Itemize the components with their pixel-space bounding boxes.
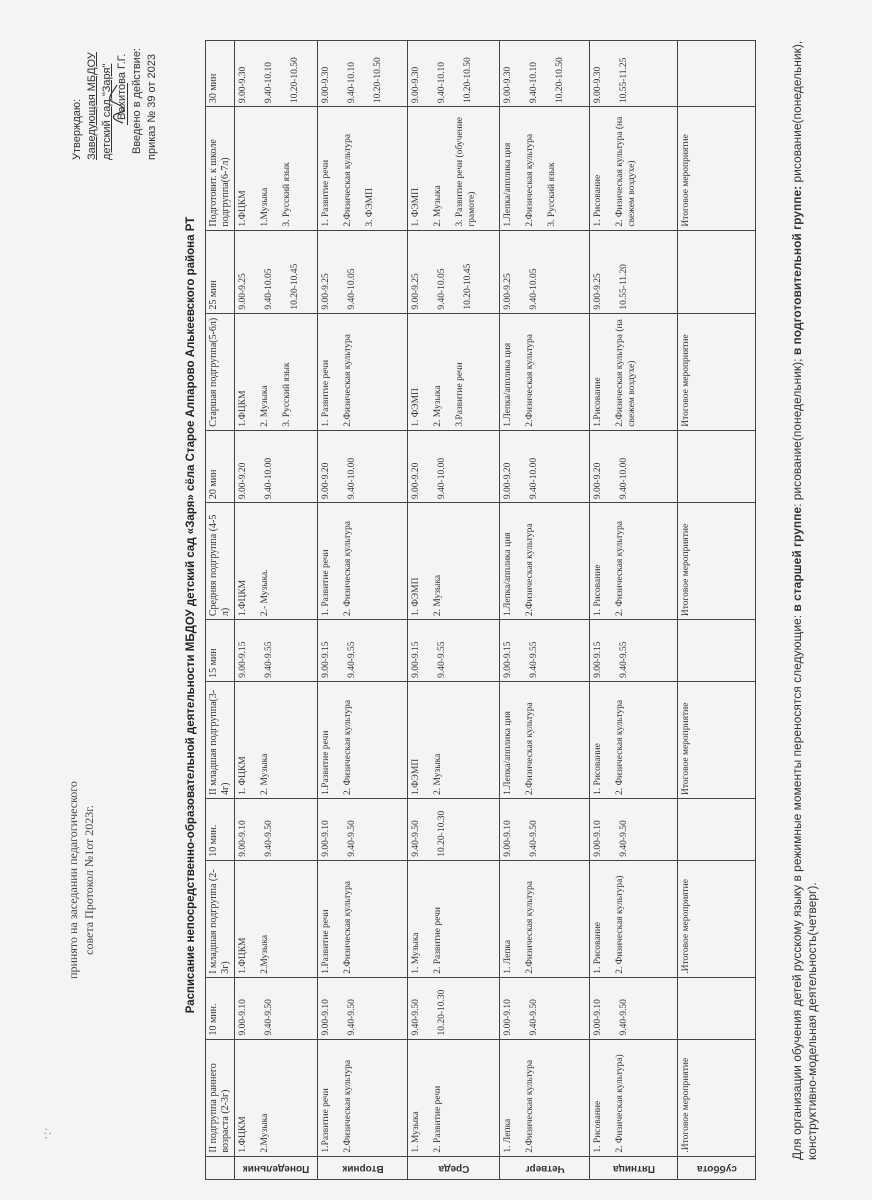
activity-text: 2. Развитие речи — [433, 1085, 443, 1153]
time-cell — [318, 430, 408, 502]
table-row — [408, 41, 500, 1180]
activity-cell — [408, 107, 500, 230]
activity-text: Итоговое мероприятие — [681, 334, 691, 427]
time-text: 9.40-9.55 — [347, 641, 357, 678]
activity-cell — [590, 107, 678, 230]
time-text: 9.40-10.10 — [529, 61, 539, 104]
activity-text: .Итоговое мероприятие — [681, 879, 691, 974]
activity-text: 1. Лепка — [503, 939, 513, 974]
time-text: 9.00-9.20 — [238, 462, 248, 500]
activity-text: 1.ФЭМП — [411, 758, 421, 795]
activity-text: 3.Развитие речи — [455, 362, 465, 427]
activity-text: 1. ФЭМП — [411, 577, 421, 617]
time-text: 10.20-10.30 — [437, 810, 447, 857]
time-text: 9.00-9.20 — [593, 462, 603, 500]
activity-text: 2. Физическая культура) — [615, 875, 625, 974]
activity-text: 2. Физическая культура) — [615, 1054, 625, 1153]
time-cell — [408, 430, 500, 502]
activity-text: 2.Физическая культура — [343, 334, 353, 427]
activity-cell — [590, 503, 678, 620]
activity-text: 1. ФЭМП — [411, 388, 421, 427]
time-text: 9.40-10.10 — [437, 61, 447, 104]
activity-text: 2. Музыка — [433, 185, 443, 227]
activity-text: 1. ФЦКМ — [238, 756, 248, 795]
footer-text-2: : рисование(понедельник); — [790, 355, 804, 507]
header-cell: 25 мин — [206, 230, 235, 313]
activity-text: 1. Рисование — [593, 1100, 603, 1153]
activity-text: 1.Лепка/апплика ция — [503, 711, 513, 795]
time-text: 9.00-9.15 — [238, 641, 248, 678]
activity-text: 1.Развитие речи — [321, 730, 331, 795]
activity-cell — [408, 681, 500, 798]
time-text: 9.40-9.55 — [529, 641, 539, 678]
activity-cell — [408, 503, 500, 620]
time-text: 9.00-9.30 — [593, 66, 603, 104]
activity-cell — [235, 681, 318, 798]
activity-cell — [678, 503, 756, 620]
activity-cell — [590, 313, 678, 430]
activity-cell — [318, 313, 408, 430]
time-text: 9.40-10.10 — [347, 61, 357, 104]
activity-text: 2. Физическая культура — [343, 521, 353, 617]
day-label: Вторник — [341, 1162, 384, 1174]
time-cell — [318, 230, 408, 313]
activity-text: 1. ФЭМП — [411, 188, 421, 227]
activity-text: 2. Музыка — [260, 753, 270, 795]
time-text: 9.40-10.00 — [437, 457, 447, 500]
activity-text: 1.Лепка/апплика ция — [503, 142, 513, 227]
time-text: 9.40-10.00 — [529, 457, 539, 500]
time-cell — [235, 230, 318, 313]
time-text: 9.40-9.50 — [529, 999, 539, 1036]
activity-text: 2. Физическая культура — [343, 699, 353, 795]
time-cell — [408, 620, 500, 682]
time-text: 10.20-10.50 — [373, 57, 383, 104]
approve-line-6: приказ № 39 от 2023 — [146, 54, 158, 160]
time-text: 9.40-10.05 — [264, 268, 274, 310]
activity-text: 2. Музыка — [260, 385, 270, 427]
table-header-row — [206, 41, 235, 1180]
activity-text: 2. Развитие речи — [433, 907, 443, 974]
header-cell: Средняя подгруппа (4-5 л) — [206, 503, 235, 620]
activity-text: 1.Развитие речи — [321, 1088, 331, 1153]
time-cell — [318, 977, 408, 1039]
day-cell — [235, 1156, 318, 1179]
table-row — [590, 41, 678, 1180]
time-text: 9.00-9.25 — [238, 273, 248, 310]
activity-text: 1.Рисование — [593, 377, 603, 427]
activity-text: 1.ФЦКМ — [238, 937, 248, 974]
header-cell: I младшая подгруппа (2-3г) — [206, 860, 235, 977]
time-cell — [590, 230, 678, 313]
table-row — [500, 41, 590, 1180]
time-text: 9.40-9.55 — [437, 641, 447, 678]
time-text: 9.40-9.50 — [411, 820, 421, 857]
activity-text: 1.ФЦКМ — [238, 1116, 248, 1153]
activity-text: 2.Физическая культура — [525, 1059, 535, 1153]
activity-text: 1. Рисование — [593, 743, 603, 795]
time-text: 10.55-11.20 — [619, 264, 629, 310]
schedule-table — [205, 40, 756, 1180]
time-text: 9.40-9.50 — [264, 820, 274, 857]
time-text: 9.40-10.05 — [437, 268, 447, 310]
time-text: 9.40-9.55 — [619, 641, 629, 678]
activity-cell — [678, 107, 756, 230]
accepted-note — [65, 670, 97, 1090]
activity-cell — [235, 1039, 318, 1156]
activity-text: 2.Музыка — [260, 934, 270, 974]
day-label: суббота — [696, 1162, 737, 1174]
table-body — [235, 41, 756, 1180]
activity-cell — [590, 681, 678, 798]
time-text: 9.00-9.25 — [593, 273, 603, 310]
time-cell — [235, 798, 318, 860]
activity-text: 2.- Музыка. — [260, 569, 270, 617]
approve-line-5: Введено в действие: — [131, 48, 143, 154]
time-text: 9.40-10.05 — [347, 268, 357, 310]
activity-text: .Итоговое мероприятие — [681, 1057, 691, 1153]
time-text: 10.20-10.30 — [437, 989, 447, 1036]
header-cell: 10 мин. — [206, 798, 235, 860]
header-cell: Подготовит. к школе подгруппа(6-7л) — [206, 107, 235, 230]
activity-text: 1.Музыка — [260, 187, 270, 227]
time-text: 9.40-9.50 — [619, 820, 629, 857]
footer-note — [790, 30, 820, 1160]
activity-text: 2. Физическая культура (на свежем воздухе) — [615, 116, 637, 227]
time-cell — [408, 230, 500, 313]
activity-text: 1.Развитие речи — [321, 909, 331, 974]
approve-line-2: Заведующая МБДОУ — [86, 52, 98, 160]
activity-cell — [408, 1039, 500, 1156]
day-label: Пятница — [612, 1162, 655, 1174]
activity-text: 2.Физическая культура — [525, 334, 535, 427]
time-cell — [500, 977, 590, 1039]
footer-text-3: рисование(понедельник), конструктивно-модельная деятельность(четверг). — [790, 40, 819, 1160]
time-text: 9.00-9.10 — [503, 820, 513, 857]
activity-cell — [678, 860, 756, 977]
time-text: 10.55-11.25 — [619, 57, 629, 104]
header-cell: 20 мин — [206, 430, 235, 502]
activity-text: 2.Музыка — [260, 1113, 270, 1153]
time-text: 9.40-10.00 — [619, 457, 629, 500]
time-text: 9.40-9.50 — [411, 999, 421, 1036]
time-text: 10.20-10.50 — [555, 57, 565, 104]
activity-text: 2.Физическая культура — [525, 881, 535, 974]
activity-cell — [235, 860, 318, 977]
time-text: 9.00-9.10 — [503, 999, 513, 1036]
activity-cell — [500, 313, 590, 430]
time-text: 9.40-9.50 — [347, 999, 357, 1036]
time-cell — [408, 798, 500, 860]
header-cell: Старшая подгруппа(5-6л) — [206, 313, 235, 430]
time-cell — [590, 41, 678, 107]
activity-text: 2. Музыка — [433, 385, 443, 427]
time-text: 10.20-10.45 — [290, 263, 300, 310]
activity-text: 2.Физическая культура (на свежем воздухе) — [615, 319, 637, 427]
time-text: 9.00-9.20 — [503, 462, 513, 500]
activity-text: 1. Развитие речи — [321, 549, 331, 617]
activity-text: 2. Музыка — [433, 574, 443, 617]
activity-text: 1.Лепка/апплика ция — [503, 532, 513, 617]
activity-cell — [500, 503, 590, 620]
time-cell — [678, 430, 756, 502]
activity-text: 1.Лепка/апплика ция — [503, 342, 513, 427]
time-cell — [318, 798, 408, 860]
time-cell — [318, 41, 408, 107]
day-cell — [590, 1156, 678, 1179]
activity-cell — [678, 1039, 756, 1156]
time-text: 9.00-9.15 — [503, 641, 513, 678]
activity-text: 3. Русский язык — [547, 162, 557, 227]
activity-cell — [235, 503, 318, 620]
time-text: 10.20-10.50 — [463, 57, 473, 104]
activity-text: 3. Развитие речи (обучение грамоте) — [455, 116, 477, 227]
activity-cell — [318, 681, 408, 798]
activity-text: Итоговое мероприятие — [681, 702, 691, 795]
day-label: Среда — [438, 1162, 469, 1174]
time-cell — [235, 41, 318, 107]
time-text: 9.40-10.10 — [264, 61, 274, 104]
time-cell — [678, 230, 756, 313]
time-cell — [500, 798, 590, 860]
footer-bold-2: в подготовительной группе: — [790, 185, 804, 356]
activity-text: 1.ФЦКМ — [238, 190, 248, 227]
time-text: 9.00-9.30 — [503, 66, 513, 104]
activity-cell — [500, 1039, 590, 1156]
time-text: 9.00-9.10 — [321, 820, 331, 857]
activity-text: Итоговое мероприятие — [681, 134, 691, 227]
time-cell — [500, 230, 590, 313]
activity-cell — [408, 313, 500, 430]
time-cell — [235, 430, 318, 502]
time-text: 9.00-9.30 — [411, 66, 421, 104]
approve-line-1: Утверждаю: — [71, 98, 83, 160]
time-text: 9.40-10.00 — [264, 457, 274, 500]
time-cell — [678, 977, 756, 1039]
activity-text: 2.Физическая культура — [343, 133, 353, 227]
time-cell — [590, 977, 678, 1039]
day-cell — [500, 1156, 590, 1179]
activity-text: Итоговое мероприятие — [681, 523, 691, 617]
approve-line-4: Вахитова Г.Г. — [116, 53, 128, 120]
time-text: 9.40-9.55 — [264, 641, 274, 678]
activity-text: 3. Русский язык — [282, 162, 292, 227]
time-cell — [318, 620, 408, 682]
time-text: 10.20-10.50 — [290, 57, 300, 104]
time-text: 9.00-9.10 — [238, 820, 248, 857]
scan-speckles: ·:· — [40, 1126, 55, 1140]
activity-text: 2. Музыка — [433, 753, 443, 795]
activity-cell — [235, 107, 318, 230]
header-cell: II подгруппа раннего возраста (2-3г) — [206, 1039, 235, 1156]
activity-text: 1. Развитие речи — [321, 359, 331, 427]
footer-bold-1: в старшей группе — [790, 506, 804, 612]
approval-block — [70, 0, 160, 160]
table-row — [678, 41, 756, 1180]
activity-text: 1.ФЦКМ — [238, 579, 248, 617]
activity-text: 1. Рисование — [593, 174, 603, 227]
activity-cell — [678, 313, 756, 430]
time-text: 9.00-9.15 — [411, 641, 421, 678]
activity-text: 1. Музыка — [411, 932, 421, 974]
activity-cell — [318, 503, 408, 620]
activity-text: 3. ФЭМП — [365, 188, 375, 227]
time-cell — [590, 620, 678, 682]
activity-cell — [678, 681, 756, 798]
schedule-table-wrapper — [205, 0, 780, 1180]
day-label: Четверг — [524, 1162, 565, 1174]
signature — [113, 83, 128, 125]
day-label: Понедельник — [242, 1162, 310, 1174]
time-cell — [590, 798, 678, 860]
time-cell — [235, 977, 318, 1039]
time-text: 9.00-9.20 — [321, 462, 331, 500]
time-text: 9.40-9.50 — [347, 820, 357, 857]
header-day — [206, 1156, 235, 1179]
header-cell: 10 мин. — [206, 977, 235, 1039]
day-cell — [408, 1156, 500, 1179]
header-cell: II младшая подгруппа(3-4г) — [206, 681, 235, 798]
activity-cell — [235, 313, 318, 430]
time-text: 9.00-9.10 — [593, 820, 603, 857]
activity-text: 3. Русский язык — [282, 362, 292, 427]
time-cell — [500, 620, 590, 682]
time-text: 10.20-10.45 — [463, 263, 473, 310]
activity-text: 1. Рисование — [593, 564, 603, 617]
time-cell — [408, 41, 500, 107]
accepted-line-1: принято на заседании педагогического — [66, 781, 80, 979]
activity-text: 1. Лепка — [503, 1118, 513, 1153]
activity-text: 2.Физическая культура — [343, 1059, 353, 1153]
activity-cell — [590, 1039, 678, 1156]
activity-text: 2. Физическая культура — [615, 521, 625, 617]
activity-text: 2. Физическая культура — [615, 699, 625, 795]
activity-cell — [500, 681, 590, 798]
time-text: 9.00-9.30 — [238, 66, 248, 104]
time-cell — [678, 620, 756, 682]
footer-text-1: Для организации обучения детей русскому языку в режимные моменты переносятся следующие: — [790, 611, 804, 1160]
table-row — [235, 41, 318, 1180]
activity-cell — [590, 860, 678, 977]
activity-text: 1.ФЦКМ — [238, 390, 248, 427]
header-cell: 15 мин — [206, 620, 235, 682]
document-title: Расписание непосредственно-образовательной деятельности МБДОУ детский сад «Заря» сёла Старое Алпарово Алькеевского района РТ — [185, 216, 197, 1014]
time-text: 9.00-9.15 — [593, 641, 603, 678]
activity-text: 2.Физическая культура — [525, 702, 535, 795]
time-text: 9.40-9.50 — [529, 820, 539, 857]
activity-text: 2.Физическая культура — [343, 881, 353, 974]
approve-line-3: детский сад "Заря" — [101, 63, 113, 160]
time-cell — [590, 430, 678, 502]
activity-cell — [408, 860, 500, 977]
activity-cell — [500, 107, 590, 230]
time-text: 9.00-9.20 — [411, 462, 421, 500]
activity-text: 1. Рисование — [593, 921, 603, 974]
time-text: 9.40-10.05 — [529, 268, 539, 310]
time-cell — [235, 620, 318, 682]
time-text: 9.00-9.25 — [503, 273, 513, 310]
time-cell — [408, 977, 500, 1039]
time-cell — [678, 798, 756, 860]
table-row — [318, 41, 408, 1180]
activity-cell — [318, 860, 408, 977]
activity-cell — [318, 107, 408, 230]
time-text: 9.00-9.15 — [321, 641, 331, 678]
activity-cell — [318, 1039, 408, 1156]
time-text: 9.40-10.00 — [347, 457, 357, 500]
activity-text: 2.Физическая культура — [525, 523, 535, 617]
time-text: 9.00-9.30 — [321, 66, 331, 104]
day-cell — [318, 1156, 408, 1179]
time-cell — [500, 430, 590, 502]
time-text: 9.00-9.10 — [321, 999, 331, 1036]
time-text: 9.40-9.50 — [619, 999, 629, 1036]
time-text: 9.00-9.25 — [411, 273, 421, 310]
header-cell: 30 мин — [206, 41, 235, 107]
activity-text: 1. Музыка — [411, 1111, 421, 1153]
time-text: 9.00-9.25 — [321, 273, 331, 310]
time-cell — [678, 41, 756, 107]
time-cell — [500, 41, 590, 107]
time-text: 9.00-9.10 — [593, 999, 603, 1036]
time-text: 9.00-9.10 — [238, 999, 248, 1036]
activity-text: 2.Физическая культура — [525, 133, 535, 227]
activity-text: 1. Развитие речи — [321, 159, 331, 227]
activity-cell — [500, 860, 590, 977]
accepted-line-2: совета Протокол №1от 2023г. — [82, 805, 96, 955]
time-text: 9.40-9.50 — [264, 999, 274, 1036]
day-cell — [678, 1156, 756, 1179]
